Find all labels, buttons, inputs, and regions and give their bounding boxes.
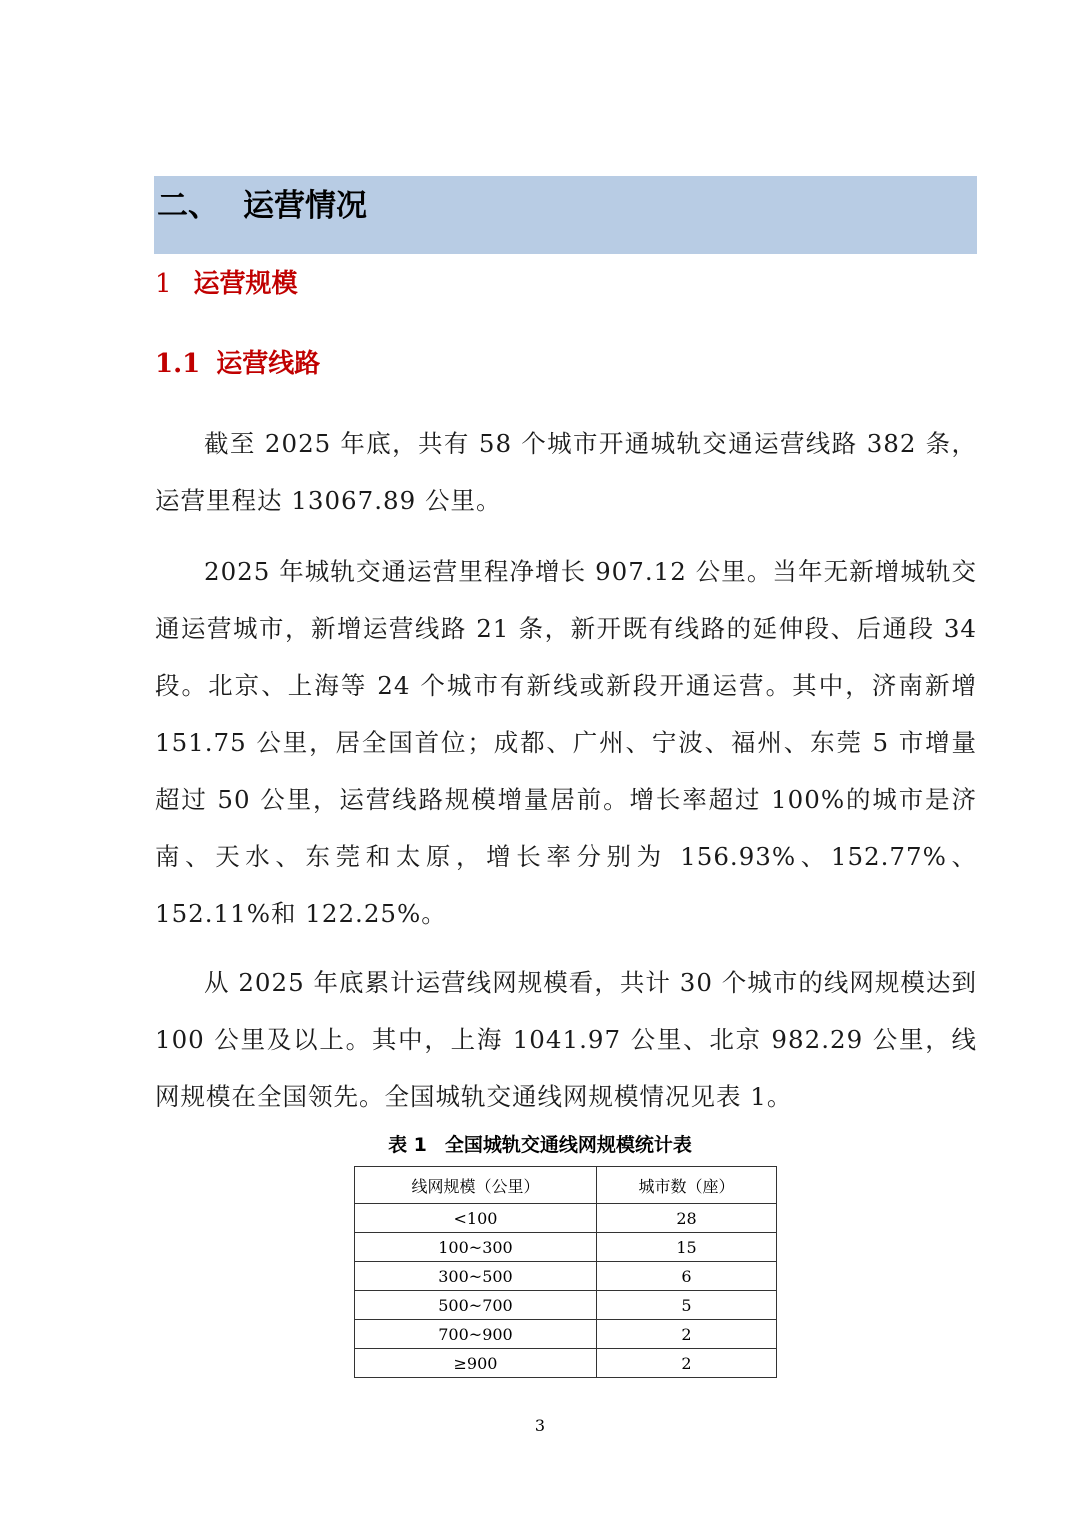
cell-city-count: 2 [597,1349,777,1378]
heading-level-2-number: 1 [155,269,172,299]
cell-scale: 700~900 [355,1320,597,1349]
heading-level-3 [155,346,320,382]
table-caption-title: 全国城轨交通线网规模统计表 [444,1134,692,1156]
table-caption-number: 表 1 [388,1134,427,1156]
column-header-scale: 线网规模（公里） [355,1167,597,1204]
heading-level-2 [155,266,298,302]
heading-level-2-text: 运营规模 [193,269,298,299]
cell-city-count: 15 [597,1233,777,1262]
paragraph-1: 截至 2025 年底，共有 58 个城市开通城轨交通运营线路 382 条，运营里程达 13067.89 公里。 [155,429,977,515]
section-title-text: 运营情况 [243,188,367,224]
table-caption [0,1130,1080,1160]
cell-scale: 100~300 [355,1233,597,1262]
cell-scale: 300~500 [355,1262,597,1291]
cell-city-count: 6 [597,1262,777,1291]
network-scale-table [354,1166,777,1378]
table-row [355,1291,777,1320]
cell-city-count: 5 [597,1291,777,1320]
heading-level-3-text: 运营线路 [216,349,321,379]
section-title [157,183,367,229]
cell-scale: <100 [355,1204,597,1233]
cell-scale: ≥900 [355,1349,597,1378]
table-row [355,1233,777,1262]
cell-city-count: 28 [597,1204,777,1233]
table-row [355,1320,777,1349]
cell-city-count: 2 [597,1320,777,1349]
paragraph-2: 2025 年城轨交通运营里程净增长 907.12 公里。当年无新增城轨交通运营城市，新增运营线路 21 条，新开既有线路的延伸段、后通段 34 段。北京、上海等 24 个城市有新线或新段开通运营。其中，济南新增 151.75 公里，居全国首位；成都、广州、宁波、福州、东莞 5 市增量超过 50 公里，运营线路规模增量居前。增长率超过 100%的城市是济南、天水、东莞和太原，增长率分别为 156.93%、152.77%、152.11%和 122.25%。 [155,557,977,928]
heading-level-3-number: 1.1 [155,349,201,379]
table-header-row [355,1167,777,1204]
table-row [355,1349,777,1378]
page-number: 3 [534,1416,546,1435]
column-header-city-count: 城市数（座） [597,1167,777,1204]
cell-scale: 500~700 [355,1291,597,1320]
table-row [355,1262,777,1291]
section-number: 二、 [157,188,219,224]
paragraph-3: 从 2025 年底累计运营线网规模看，共计 30 个城市的线网规模达到 100 公里及以上。其中，上海 1041.97 公里、北京 982.29 公里，线网规模在全国领先。全国城轨交通线网规模情况见表 1。 [155,968,977,1111]
table-row [355,1204,777,1233]
